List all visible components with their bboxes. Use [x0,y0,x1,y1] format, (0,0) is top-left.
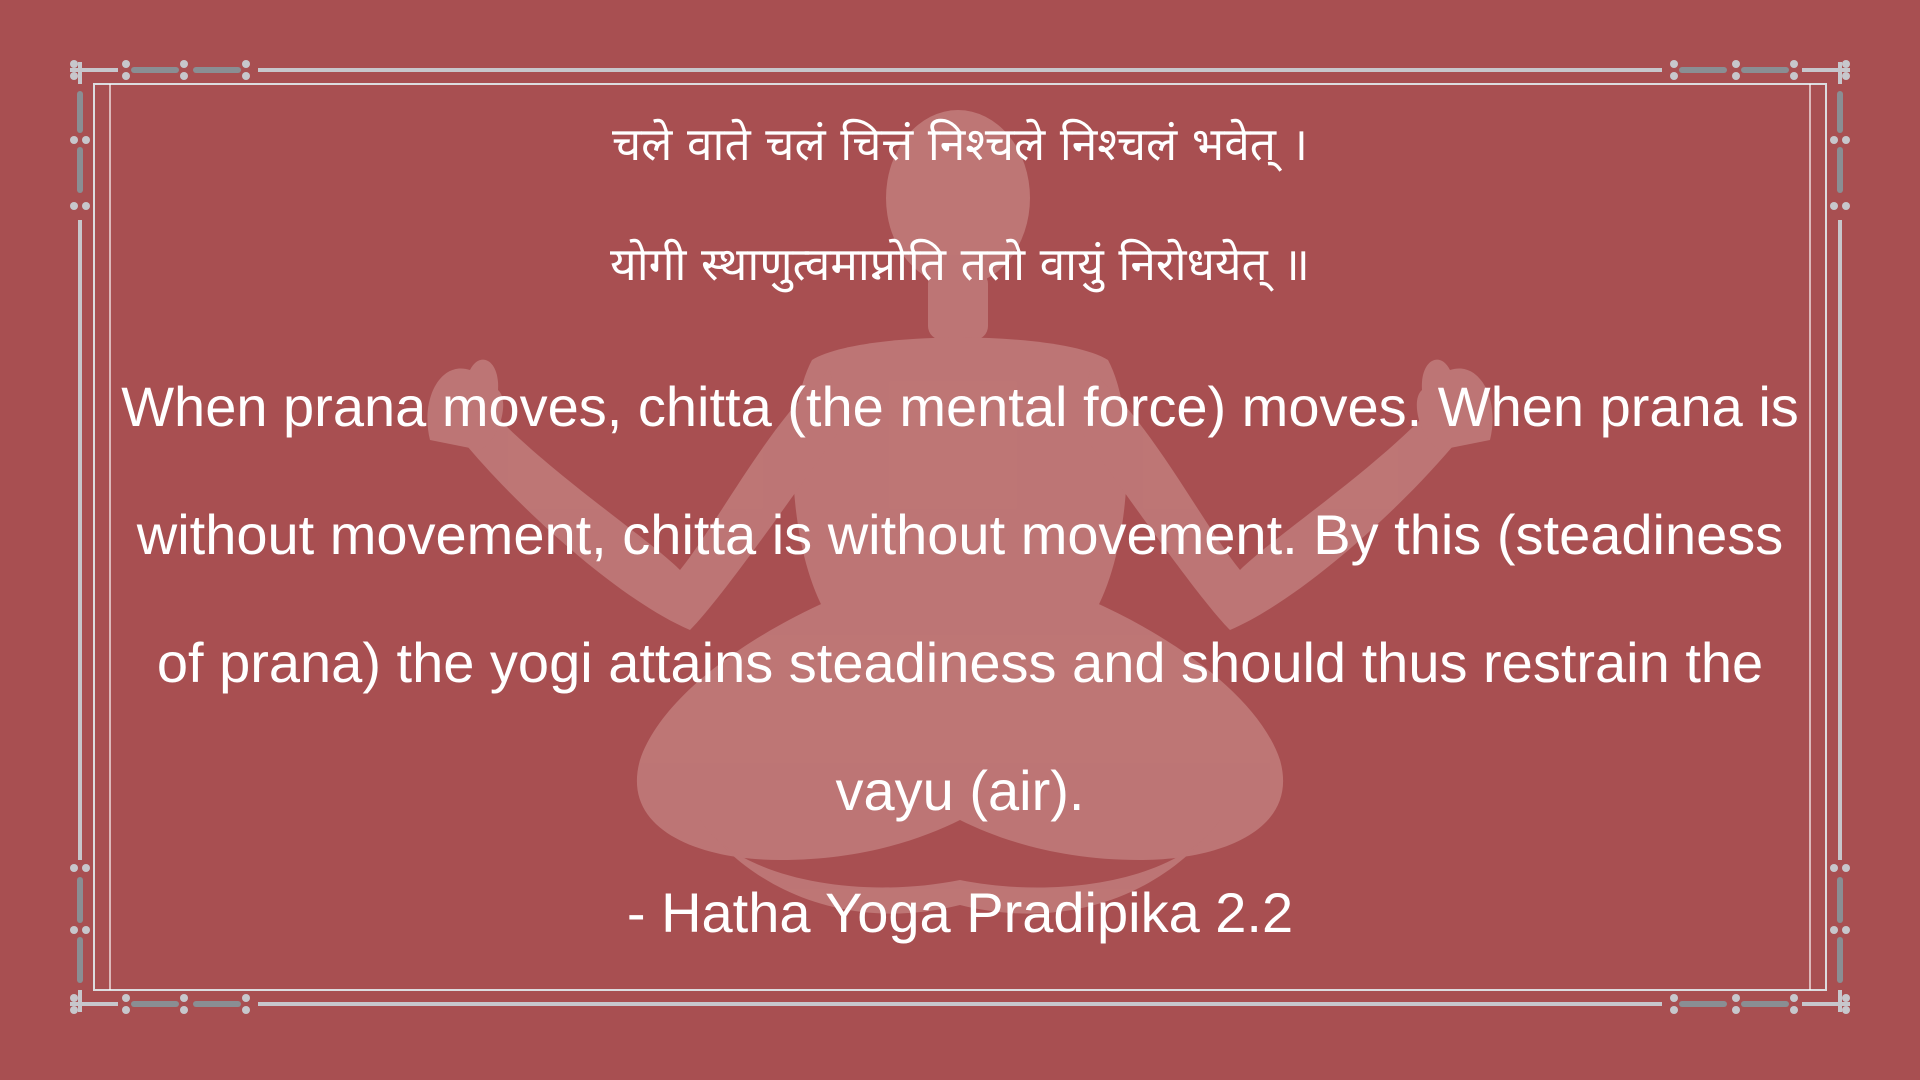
english-translation: When prana moves, chitta (the mental force) moves. When prana is without movement, chitta is without movement. By this (steadiness of prana) the yogi attains steadiness and should thus restrain the vayu (air). [121,375,1799,822]
quote-text-block [110,112,1810,945]
sanskrit-line-1: चले वाते चलं चित्तं निश्चले निश्चलं भवेत् । [611,117,1309,171]
source-attribution: - Hatha Yoga Pradipika 2.2 [626,881,1294,944]
sanskrit-line-2: योगी स्थाणुत्वमाप्नोति ततो वायुं निरोधयेत् ॥ [610,237,1310,291]
